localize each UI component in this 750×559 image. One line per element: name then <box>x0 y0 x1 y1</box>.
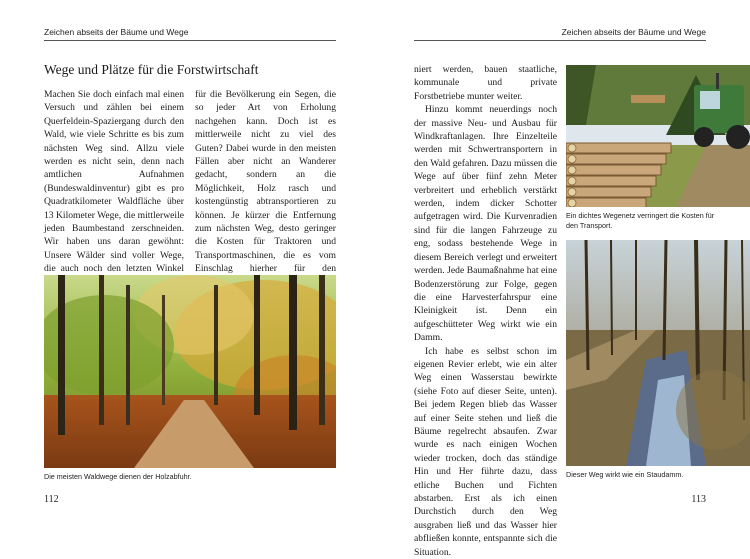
paragraph: niert werden, bauen staatliche, kommunale und private Forstbetriebe munter weiter. <box>414 64 557 102</box>
waterlogged-path-photo <box>566 240 750 466</box>
paragraph: Hinzu kommt neuerdings noch der massive Neu- und Ausbau für Windkraftanlagen. Ihre Einzelteile werden mit Schwertransportern in den Wald gefahren. Dazu müssen die Wege auf über fünf zehn Meter verbreitert und erheblich verstärkt werden, indem dicker Schotter aufgetragen wird. Die Kurvenradien sind für die langen Fahrzeuge zu eng, sodass bestehende Wege in diesem Bereich verlegt und erweitert werden. Jede Baumaßnahme hat eine Bodenzerstörung zur Folge, gegen die eine Harvesterfahrspur eine Kleinigkeit ist. Denn ein aufgeschütteter Weg wirkt wie ein Damm. <box>414 104 557 344</box>
left-page <box>0 0 375 532</box>
right-page <box>375 0 750 558</box>
paragraph: Ich habe es selbst schon im eigenen Revier erlebt, wie ein alter Weg einen Wasserstau bewirkte (siehe Foto auf dieser Seite, unten). Bei jedem Regen blieb das Wasser auf einer Seite stehen und ließ die Bäume regelrecht absaufen. Zwar wurde es nach einigen Wochen wieder trocken, doch das ständige Hin und Her führte dazu, dass etliche Buchen und Fichten abstarben. Erst als ich einen Durchstich durch den Weg ausgraben ließ und das Wasser hier abfließen konnte, entspannte sich die Situation. <box>414 345 557 558</box>
photo-caption: Ein dichtes Wegenetz verringert die Kosten für den Transport. <box>566 211 715 230</box>
photo-caption: Dieser Weg wirkt wie ein Staudamm. <box>566 470 684 479</box>
page-number: 112 <box>44 494 59 505</box>
forest-road-photo <box>44 275 336 468</box>
text-column <box>414 63 557 559</box>
running-header: Zeichen abseits der Bäume und Wege <box>44 27 189 37</box>
section-title: Wege und Plätze für die Forstwirtschaft <box>44 62 259 77</box>
running-header: Zeichen abseits der Bäume und Wege <box>561 27 706 37</box>
paragraph: für die Bevölkerung ein Segen, die so jeder Art von Erholung nachgehen kann. Doch ist es mittlerweile nicht zu viel des Guten? Dabei wurde in den meisten Fällen aber nicht an Wanderer gedacht, sondern an die Möglichkeit, Holz rasch und kostengünstig abtransportieren zu können. Je kürzer die Entfernung zum nächsten Weg, desto geringer die Kosten für Traktoren und Transportmaschinen, die es vom Einschlag hierher für den <box>195 89 336 275</box>
photo-caption: Die meisten Waldwege dienen der Holzabfuhr. <box>44 472 192 481</box>
page-number: 113 <box>691 494 706 505</box>
header-rule <box>414 40 706 41</box>
header-rule <box>44 40 336 41</box>
paragraph: Machen Sie doch einfach mal einen Versuch und zählen bei einem Querfeldein-Spaziergang durch den Wald, wie viele Schritte es bis zum nächsten Weg sind. Allzu viele werden es nicht sein, denn nach amtlichen Aufnahmen (Bundeswaldinventur) gibt es pro Quadratkilometer Waldfläche über 13 Kilometer Wege, die mittlerweile jeden Baumbestand zerschneiden. Wir haben uns daran gewöhnt: Unsere Wälder sind voller Wege, die auch noch den letzten Winkel <box>44 89 184 275</box>
timber-stack-photo <box>566 65 750 207</box>
